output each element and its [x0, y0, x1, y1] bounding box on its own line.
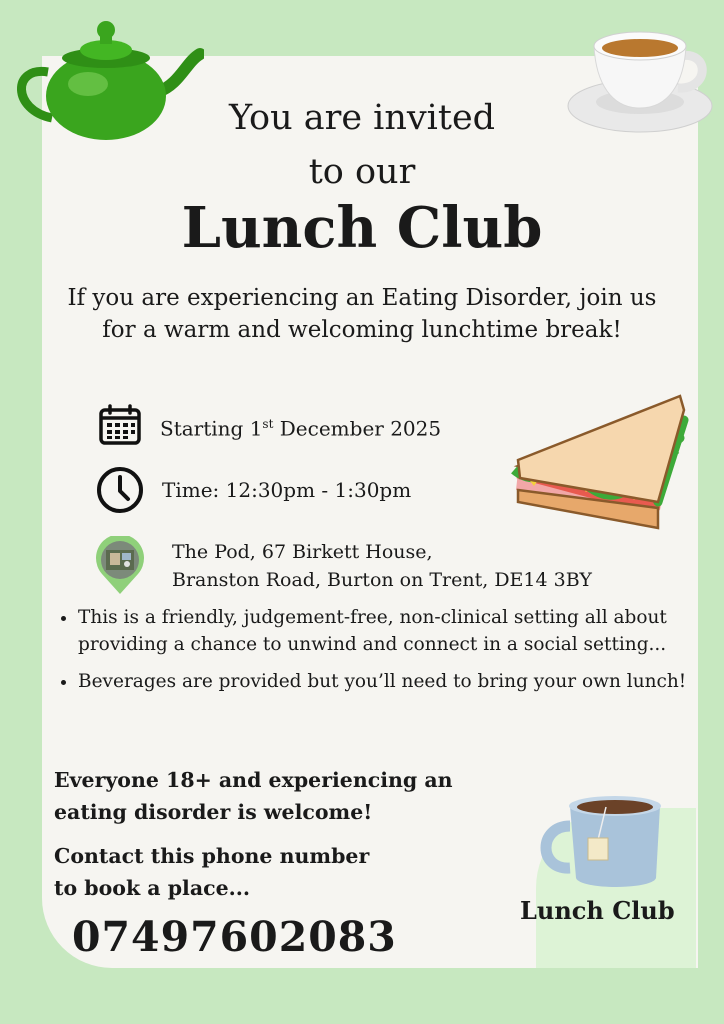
info-bullet-list: [54, 604, 708, 705]
badge-label: Lunch Club: [520, 896, 675, 925]
eligibility-line-2: eating disorder is welcome!: [54, 800, 373, 824]
start-date: [160, 410, 441, 443]
mug-icon: [540, 792, 670, 894]
contact-line-1: Contact this phone number: [54, 844, 370, 868]
invite-line-2: to our: [308, 152, 416, 192]
address-line-2: Branston Road, Burton on Trent, DE14 3BY: [172, 569, 592, 591]
start-date-sup: st: [262, 417, 274, 431]
address-line-1: The Pod, 67 Birkett House,: [172, 541, 433, 563]
contact-line-2: to book a place...: [54, 876, 251, 900]
page-title: Lunch Club: [181, 195, 543, 261]
location-pin-icon: [94, 536, 146, 596]
address: [172, 538, 592, 594]
start-date-suffix: December 2025: [273, 416, 442, 441]
calendar-icon: [98, 404, 142, 446]
intro-text: If you are experiencing an Eating Disorder, join us for a warm and welcoming lunchtime break!: [67, 285, 657, 343]
invite-line-1: You are invited: [228, 98, 496, 138]
clock-icon: [95, 465, 145, 515]
time-text: Time: 12:30pm - 1:30pm: [162, 478, 412, 502]
start-date-prefix: Starting 1: [160, 416, 263, 441]
bullet-item: • Beverages are provided but you’ll need to bring your own lunch!: [78, 668, 708, 695]
eligibility-text: [54, 764, 453, 828]
bullet-item: • This is a friendly, judgement-free, non-clinical setting all about providing a chance to unwind and connect in a social setting...: [78, 604, 708, 658]
sandwich-icon: [508, 390, 690, 540]
contact-text: [54, 840, 369, 904]
phone-number[interactable]: 07497602083: [72, 913, 397, 961]
eligibility-line-1: Everyone 18+ and experiencing an: [54, 768, 453, 792]
